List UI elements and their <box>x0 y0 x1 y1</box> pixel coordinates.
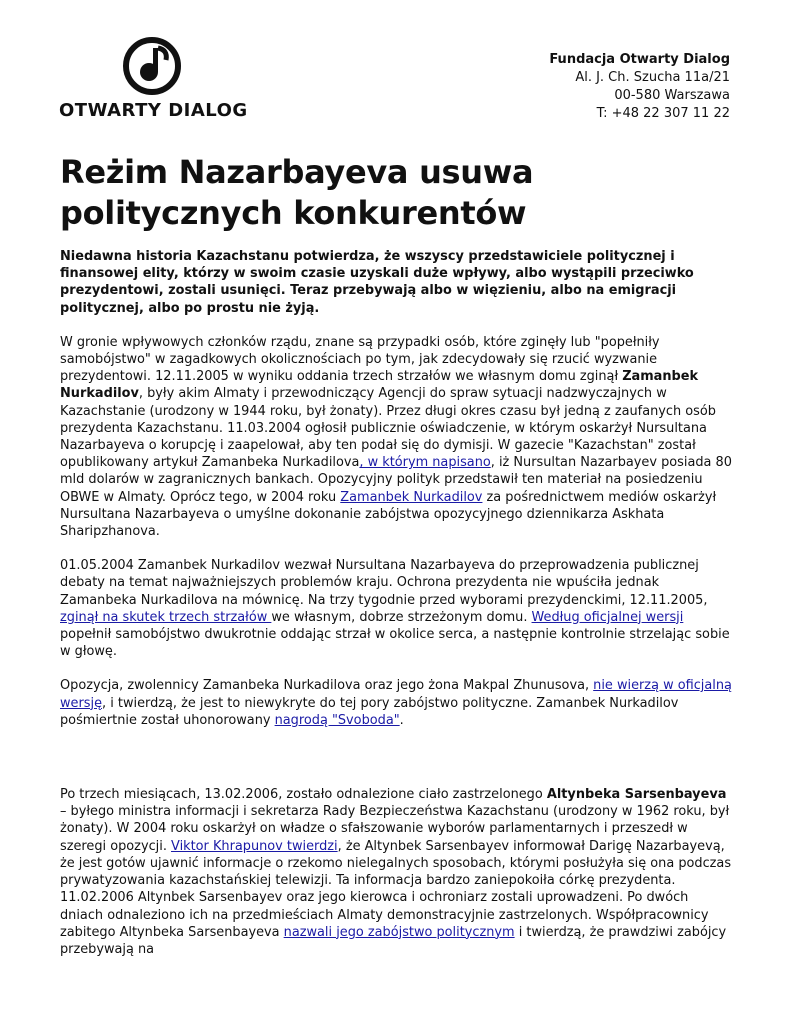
name-nurkadilov: Zamanbek Nurkadilov <box>60 369 699 402</box>
link-w-ktorym-napisano[interactable]: , w którym napisano <box>359 455 491 471</box>
link-viktor-khrapunov[interactable]: Viktor Khrapunov twierdzi <box>171 838 338 854</box>
logo-text: OTWARTY DIALOG <box>59 100 248 121</box>
lead-paragraph: Niedawna historia Kazachstanu potwierdza, że wszyscy przedstawiciele politycznej i finansowej elity, którzy w swoim czasie uzyskali duże wpływy, albo wystąpili przeciwko prezydentowi, zostali usunięci. Teraz przebywają albo w więzieniu, albo na emigracji politycznej, albo po prostu nie żyją. <box>60 249 694 316</box>
address-line-2: 00-580 Warszawa <box>614 88 730 103</box>
phone-number: T: +48 22 307 11 22 <box>596 106 730 121</box>
link-zamanbek-nurkadilov[interactable]: Zamanbek Nurkadilov <box>340 489 483 505</box>
link-nagroda-svoboda[interactable]: nagrodą "Svoboda" <box>274 712 400 728</box>
org-name: Fundacja Otwarty Dialog <box>549 52 730 67</box>
paragraph-1: W gronie wpływowych członków rządu, znane są przypadki osób, które zginęły lub "popełniły samobójstwo" w zagadkowych okolicznościach po tym, jak zdecydowały się rzucić wyzwanie prezydentowi. 12.11.2005 w wyniku oddania trzech strzałów we własnym domu zginął Zamanbek Nurkadilov, były akim Almaty i przewodniczący Agencji do spraw sytuacji nadzwyczajnych w Kazachstanie (urodzony w 1944 roku, był żonaty). Przez długi okres czasu był jedną z zaufanych osób prezydenta Kazachstanu. 11.03.2004 ogłosił publicznie oświadczenie, w którym oskarżył Nursultana Nazarbayeva o korupcję i zaapelował, aby ten podał się do dymisji. W gazecie "Kazachstan" został opublikowany artykuł Zamanbeka Nurkadilova, w którym napisano, iż Nursultan Nazarbayev posiada 80 mld dolarów w zagranicznych bankach. Opozycyjny polityk przedstawił ten materiał na posiedzeniu OBWE w Almaty. Oprócz tego, w 2004 roku Zamanbek Nurkadilov za pośrednictwem mediów oskarżył Nursultana Nazarbayeva o umyślne dokonanie zabójstwa opozycyjnego dziennikarza Askhata Sharipzhanova. <box>60 334 732 540</box>
name-sarsenbayev: Altynbeka Sarsenbayeva <box>546 787 727 803</box>
address-block <box>549 51 730 123</box>
link-nazwali-zabojstwo[interactable]: nazwali jego zabójstwo politycznym <box>283 924 515 940</box>
paragraph-3: Opozycja, zwolennicy Zamanbeka Nurkadilova oraz jego żona Makpal Zhunusova, nie wierzą w oficjalną wersję, i twierdzą, że jest to niewykryte do tej pory zabójstwo polityczne. Zamanbek Nurkadilov pośmiertnie został uhonorowany nagrodą "Svoboda". <box>60 678 732 728</box>
otwarty-dialog-logo-icon <box>122 36 182 96</box>
link-nie-wierza[interactable]: nie wierzą w oficjalną wersję <box>60 678 732 711</box>
paragraph-4: Po trzech miesiącach, 13.02.2006, zostało odnalezione ciało zastrzelonego Altynbeka Sarsenbayeva – byłego ministra informacji i sekretarza Rady Bezpieczeństwa Kazachstanu (urodzony w 1962 roku, był żonaty). W 2004 roku oskarżył on władze o sfałszowanie wyborów parlamentarnych i przeszedł w szeregi opozycji. Viktor Khrapunov twierdzi, że Altynbek Sarsenbayev informował Darigę Nazarbayevą, że jest gotów ujawnić informacje o rzekomo nielegalnych sposobach, którymi posłużyła się ona podczas prywatyzowania kazachstańskiej telewizji. Ta informacja bardzo zaniepokoiła córkę prezydenta. 11.02.2006 Altynbek Sarsenbayev oraz jego kierowca i ochroniarz zostali uprowadzeni. Po dwóch dniach odnaleziono ich na przedmieściach Almaty demonstracyjnie zastrzelonych. Współpracownicy zabitego Altynbeka Sarsenbayeva nazwali jego zabójstwo politycznym i twierdzą, że prawdziwi zabójcy przebywają na <box>60 787 732 957</box>
paragraph-2: 01.05.2004 Zamanbek Nurkadilov wezwał Nursultana Nazarbayeva do przeprowadzenia publicznej debaty na temat najważniejszych problemów kraju. Ochrona prezydenta nie wpuściła jednak Zamanbeka Nurkadilova na mównicę. Na trzy tygodnie przed wyborami prezydenckimi, 12.11.2005, zginął na skutek trzech strzałów we własnym, dobrze strzeżonym domu. Według oficjalnej wersji popełnił samobójstwo dwukrotnie oddając strzał w okolice serca, a następnie kontrolnie strzelając sobie w głowę. <box>60 558 730 660</box>
article-body <box>60 248 735 975</box>
spacer <box>60 746 735 786</box>
address-line-1: Al. J. Ch. Szucha 11a/21 <box>575 70 730 85</box>
page-title: Reżim Nazarbayeva usuwa politycznych konkurentów <box>60 153 534 232</box>
link-wedlug-oficjalnej-wersji[interactable]: Według oficjalnej wersji <box>531 609 684 625</box>
link-zginal-na-skutek[interactable]: zginął na skutek trzech strzałów <box>60 609 272 625</box>
